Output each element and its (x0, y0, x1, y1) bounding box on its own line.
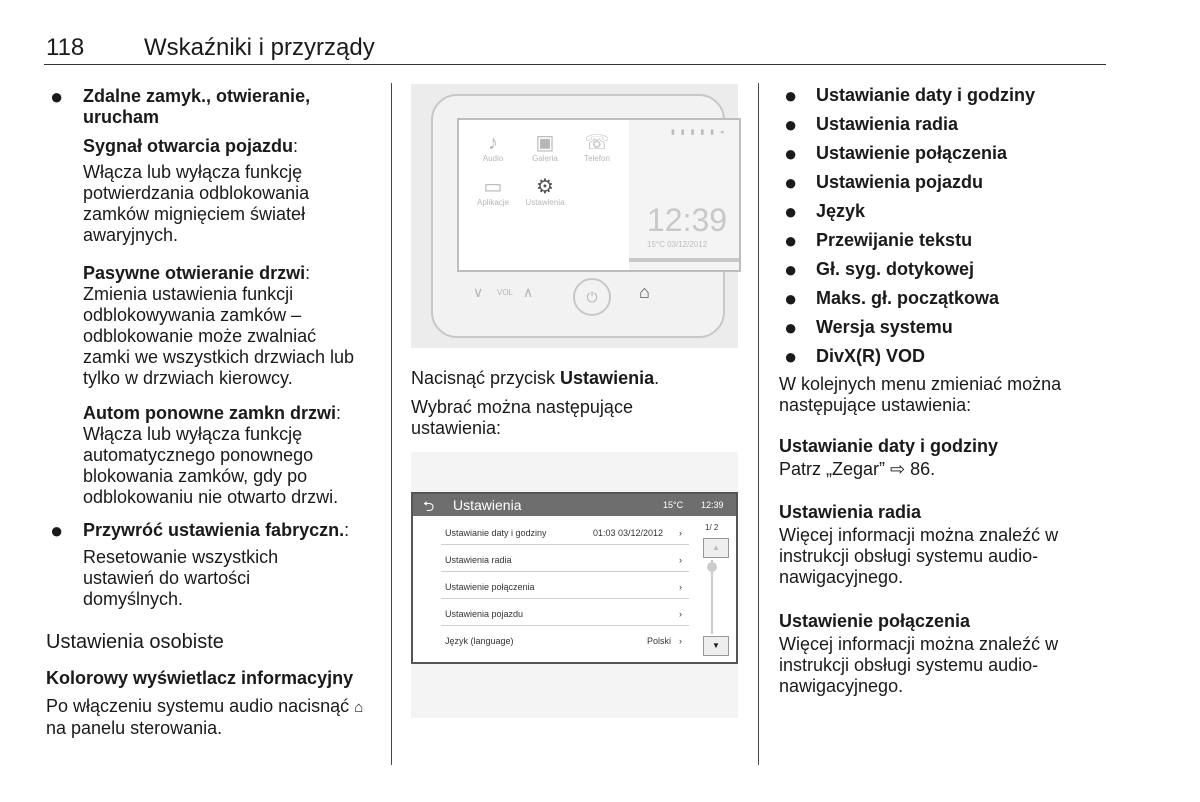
sub-signal-text: Włącza lub wyłącza funkcję potwierdzania odblokowania zamków mignięciem świateł awaryjnych. (83, 162, 310, 245)
home-icon: ⌂ (639, 282, 650, 302)
subsection-title: Kolorowy wyświetlacz informacyjny (46, 668, 354, 688)
page-title: Wskaźniki i przyrządy (144, 34, 375, 61)
header-divider (44, 64, 1106, 65)
bullet-dot: ● (50, 518, 64, 543)
vol-up-icon: ∧ (523, 284, 534, 300)
display-bezel (431, 94, 728, 338)
settings-row: Ustawienia radia › (441, 545, 689, 572)
sub-autolock-text: Włącza lub wyłącza funkcję automatycznego ponownego blokowania zamków, gdy po odblokowaniu nie otwarto drzwi. (83, 424, 339, 507)
phone-app-icon: ☏ Telefon (584, 132, 610, 163)
section-title: Ustawienia osobiste (46, 631, 224, 653)
audio-instruction (46, 696, 376, 739)
status-icons: ▮ ▮ ▮ ▮ ▮ ◂ (671, 129, 726, 136)
sub-signal-title: Sygnał otwarcia pojazdu (83, 136, 294, 156)
settings-window (411, 492, 738, 664)
audio-app-icon: ♪ Audio (482, 132, 504, 163)
back-icon: ⮌ (423, 498, 435, 514)
page-indicator: 1/ 2 (705, 523, 719, 532)
radio-title: Ustawienia radia (779, 502, 922, 522)
home-icon: ⌂ (354, 699, 364, 716)
settings-screen-figure (411, 452, 738, 718)
settings-row: Ustawienia pojazdu › (441, 599, 689, 626)
settings-row: Język (language) Polski › (445, 636, 682, 646)
audio-instruction-text: Po włączeniu systemu audio nacisnąć (46, 696, 350, 716)
sub-signal: Sygnał otwarcia pojazdu: (83, 136, 299, 156)
sub-passive: Pasywne otwieranie drzwi: Zmienia ustawienia funkcji odblokowywania zamków – odblokowanie może zwalniać zamki we wszystkich drzwiach lub tylko w drzwiach kierowcy. (83, 263, 355, 388)
sub-passive-title: Pasywne otwieranie drzwi (83, 263, 306, 283)
radio-text: Więcej informacji można znaleźć w instrukcji obsługi systemu audio-nawigacyjnego. (779, 525, 1059, 587)
datetime-title: Ustawianie daty i godziny (779, 436, 999, 456)
column-divider-1 (391, 83, 392, 765)
settings-row: Ustawianie daty i godziny 01:03 03/12/2012 › (441, 518, 689, 545)
sub-autolock: Autom ponowne zamkn drzwi: Włącza lub wyłącza funkcję automatycznego ponownego blokowania zamków, gdy po odblokowaniu nie otwarto drzwi. (83, 403, 342, 507)
scroll-down-icon: ▼ (703, 636, 729, 656)
item-factory-reset-title: Przywróć ustawienia fabryczn. (83, 520, 345, 540)
sub-autolock-title: Autom ponowne zamkn drzwi (83, 403, 337, 423)
settings-time: 12:39 (701, 500, 724, 510)
settings-app-icon: ⚙ Ustawienia (525, 176, 565, 207)
settings-temp: 15°C (663, 500, 684, 510)
home-screen-figure (411, 84, 738, 348)
settings-title-bar (413, 494, 736, 516)
item-remote-locking: Zdalne zamyk., otwieranie, urucham (83, 86, 311, 127)
column-middle (411, 368, 741, 439)
item-factory-reset: Przywróć ustawienia fabryczn.: (83, 520, 350, 540)
gallery-app-icon: ▣ Galeria (532, 132, 558, 163)
connection-title: Ustawienie połączenia (779, 611, 971, 631)
scrollbar-thumb (707, 562, 717, 572)
scroll-up-icon: ▲ (703, 538, 729, 558)
clock-date: 15°C 03/12/2012 (647, 240, 708, 249)
page-number: 118 (46, 34, 85, 61)
datetime-text: Patrz „Zegar” ⇨ 86. (779, 459, 936, 479)
display-screen (457, 118, 741, 272)
settings-row: Ustawienie połączenia › (441, 572, 689, 599)
item-factory-reset-text: Resetowanie wszystkich ustawień do wartości domyślnych. (83, 547, 279, 609)
apps-icon: ▭ Aplikacje (476, 176, 509, 207)
vol-label: VOL (497, 288, 514, 297)
bullet-dot: ● (50, 84, 64, 109)
settings-title: Ustawienia (453, 497, 522, 513)
clock-time: 12:39 (647, 202, 728, 238)
connection-text: Więcej informacji można znaleźć w instrukcji obsługi systemu audio-nawigacyjnego. (779, 634, 1059, 696)
choose-settings-text: Wybrać można następujące ustawienia: (411, 397, 633, 438)
menus-intro: W kolejnych menu zmieniać można następujące ustawienia: (779, 374, 1062, 415)
power-icon: ⏻ (573, 278, 611, 316)
vol-down-icon: ∨ (473, 284, 484, 300)
column-divider-2 (758, 83, 759, 765)
status-separator (629, 258, 739, 262)
press-settings-text: Nacisnąć przycisk Ustawienia. (411, 368, 660, 388)
sub-passive-text: Zmienia ustawienia funkcji odblokowywania zamków – odblokowanie może zwalniać zamki we wszystkich drzwiach lub tylko w drzwiach kierowcy. (83, 284, 355, 388)
audio-instruction-tail: na panelu sterowania. (46, 718, 223, 738)
